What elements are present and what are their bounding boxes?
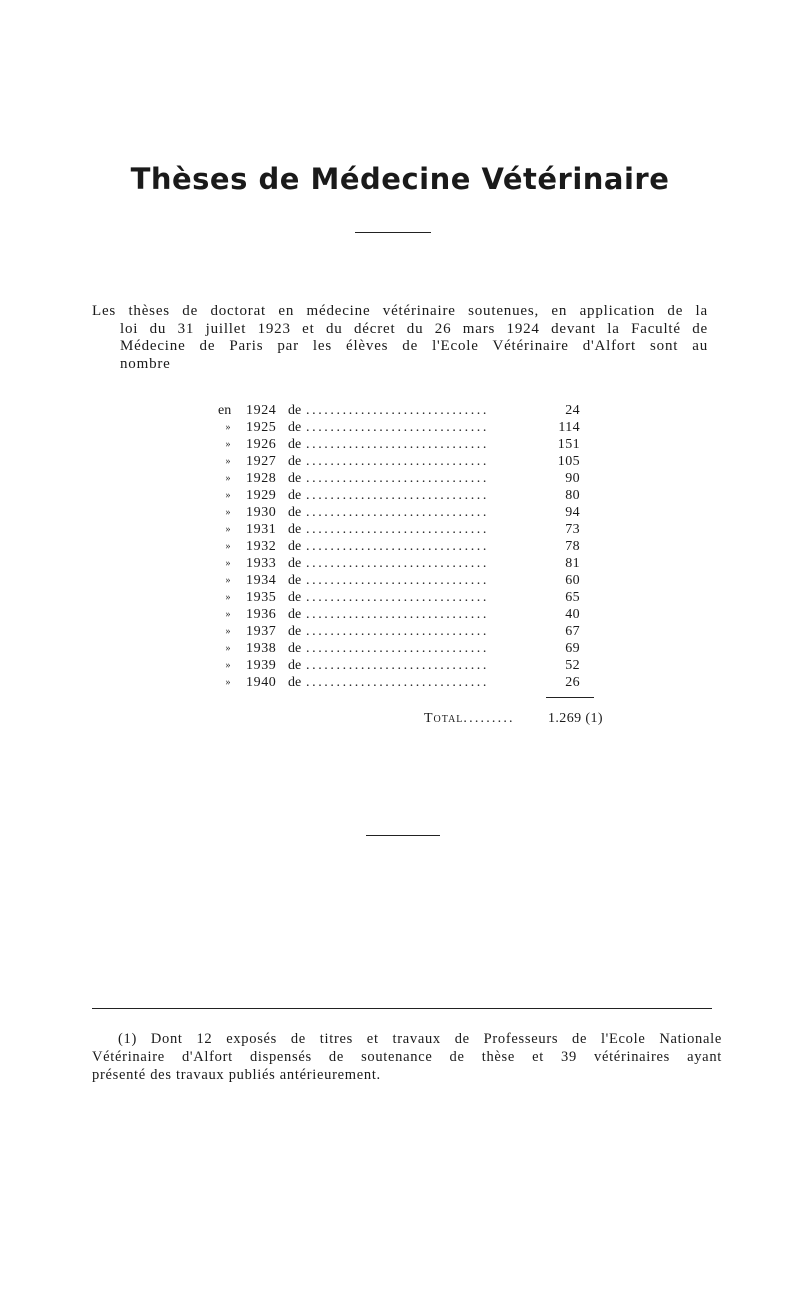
row-leader-dots: .............................. [306,573,489,588]
row-de: de [288,658,302,673]
row-leader-dots: .............................. [306,539,489,554]
row-value: 40 [565,607,580,622]
row-leader-dots: .............................. [306,420,489,435]
row-year: 1930 [246,505,277,520]
row-value: 94 [565,505,580,520]
ditto-mark: » [225,677,231,688]
row-leader-dots: .............................. [306,522,489,537]
table-row [216,521,600,538]
table-row [216,555,600,572]
ditto-mark: » [225,422,231,433]
intro-line: Les thèses de doctorat en médecine vétérinaire soutenues, en application de la [92,303,708,319]
ditto-mark: » [225,507,231,518]
row-value: 78 [565,539,580,554]
table-row [216,589,600,606]
row-year: 1936 [246,607,277,622]
row-year: 1940 [246,675,277,690]
table-row [216,504,600,521]
table-row [216,419,600,436]
row-de: de [288,522,302,537]
row-leader-dots: .............................. [306,471,489,486]
title-divider [355,232,431,233]
row-value: 105 [557,454,580,469]
ditto-mark: » [225,660,231,671]
total-row [424,710,603,728]
row-value: 60 [565,573,580,588]
row-de: de [288,641,302,656]
row-leader-dots: .............................. [306,488,489,503]
row-de: de [288,573,302,588]
row-year: 1927 [246,454,277,469]
row-leader-dots: .............................. [306,641,489,656]
footnote-line: Vétérinaire d'Alfort dispensés de soutenance de thèse et 39 vétérinaires ayant [92,1049,722,1065]
row-de: de [288,488,302,503]
page-title: Thèses de Médecine Vétérinaire [130,162,670,196]
table-row [216,640,600,657]
row-de: de [288,539,302,554]
table-row [216,453,600,470]
total-value: 1.269 (1) [548,711,603,726]
footnote-line: (1) Dont 12 exposés de titres et travaux de Professeurs de l'Ecole Nationale [118,1031,722,1047]
row-value: 90 [565,471,580,486]
row-year: 1937 [246,624,277,639]
row-leader-dots: .............................. [306,624,489,639]
row-leader-dots: .............................. [306,675,489,690]
row-year: 1939 [246,658,277,673]
intro-line: Médecine de Paris par les élèves de l'Ecole Vétérinaire d'Alfort sont au [120,338,708,354]
row-leader-dots: .............................. [306,556,489,571]
row-year: 1931 [246,522,277,537]
row-value: 26 [565,675,580,690]
row-de: de [288,505,302,520]
table-row [216,538,600,555]
footnote-divider [92,1008,712,1009]
row-year: 1925 [246,420,277,435]
total-label: Total [424,711,464,726]
intro-line: loi du 31 juillet 1923 et du décret du 26 mars 1924 devant la Faculté de [120,320,708,337]
table-row [216,606,600,623]
row-value: 81 [565,556,580,571]
row-leader-dots: .............................. [306,505,489,520]
footnote [92,1030,722,1084]
row-leader-dots: .............................. [306,454,489,469]
table-row [216,436,600,453]
row-value: 24 [565,403,580,418]
row-de: de [288,675,302,690]
row-de: de [288,556,302,571]
row-year: 1926 [246,437,277,452]
ditto-mark: » [225,609,231,620]
ditto-mark: » [225,456,231,467]
row-value: 69 [565,641,580,656]
ditto-mark: » [225,473,231,484]
intro-paragraph [92,303,708,373]
table-row [216,487,600,504]
row-year: 1938 [246,641,277,656]
row-de: de [288,454,302,469]
row-value: 114 [558,420,580,435]
row-year: 1934 [246,573,277,588]
section-divider [366,835,440,836]
table-row [216,572,600,589]
row-de: de [288,471,302,486]
row-year: 1935 [246,590,277,605]
footnote-line: présenté des travaux publiés antérieurement. [92,1067,381,1083]
table-row [216,623,600,640]
row-year: 1932 [246,539,277,554]
row-year: 1928 [246,471,277,486]
intro-line: nombre [120,355,171,372]
row-de: de [288,607,302,622]
total-divider [546,697,594,698]
ditto-mark: » [225,592,231,603]
row-de: de [288,624,302,639]
row-leader-dots: .............................. [306,403,489,418]
ditto-mark: » [225,490,231,501]
row-de: de [288,420,302,435]
row-de: de [288,403,302,418]
row-leader-dots: .............................. [306,590,489,605]
table-row [216,674,600,691]
row-de: de [288,437,302,452]
ditto-mark: » [225,626,231,637]
row-value: 80 [565,488,580,503]
ditto-mark: » [225,643,231,654]
row-value: 73 [565,522,580,537]
ditto-mark: » [225,558,231,569]
ditto-mark: » [225,575,231,586]
row-year: 1933 [246,556,277,571]
row-value: 151 [557,437,580,452]
row-leader-dots: .............................. [306,437,489,452]
row-leader-dots: .............................. [306,658,489,673]
table-row [216,402,600,419]
table-row [216,470,600,487]
row-value: 65 [565,590,580,605]
ditto-mark: » [225,541,231,552]
row-leader-dots: .............................. [306,607,489,622]
table-row [216,657,600,674]
row-prefix: en [218,403,232,418]
row-year: 1929 [246,488,277,503]
row-value: 52 [565,658,580,673]
row-value: 67 [565,624,580,639]
total-leader-dots: ......... [463,711,515,726]
row-year: 1924 [246,403,277,418]
ditto-mark: » [225,524,231,535]
ditto-mark: » [225,439,231,450]
row-de: de [288,590,302,605]
